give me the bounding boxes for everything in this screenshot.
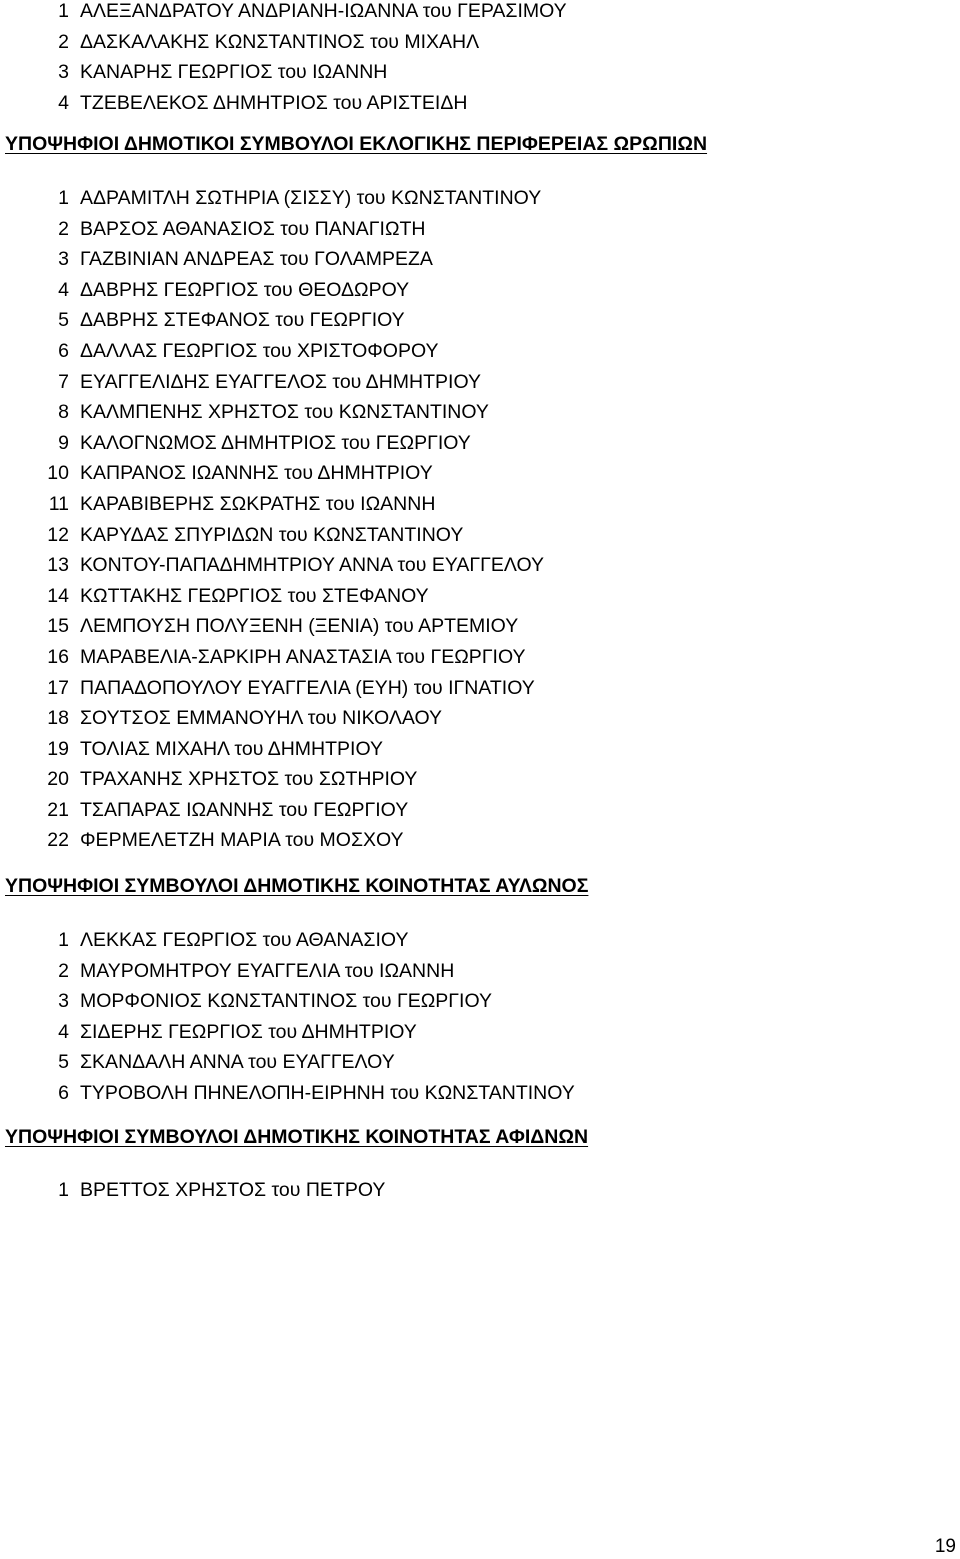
entry-number: 1 — [58, 0, 69, 22]
list-item — [0, 520, 960, 551]
list-item — [0, 88, 960, 119]
list-item — [0, 27, 960, 58]
candidate-name: ΓΑΖΒΙΝΙΑΝ ΑΝΔΡΕΑΣ του ΓΟΛΑΜΡΕΖΑ — [80, 248, 433, 271]
list-item — [0, 214, 960, 245]
entry-number: 4 — [58, 91, 69, 114]
section-heading-oropion: ΥΠΟΨΗΦΙΟΙ ΔΗΜΟΤΙΚΟΙ ΣΥΜΒΟΥΛΟΙ ΕΚΛΟΓΙΚΗΣ ΠΕΡΙΦΕΡΕΙΑΣ ΩΡΩΠΙΩΝ — [5, 133, 708, 155]
candidate-name: ΑΔΡΑΜΙΤΛΗ ΣΩΤΗΡΙΑ (ΣΙΣΣΥ) του ΚΩΝΣΤΑΝΤΙΝΟΥ — [80, 187, 542, 209]
candidate-name: ΠΑΠΑΔΟΠΟΥΛΟΥ ΕΥΑΓΓΕΛΙΑ (ΕΥΗ) του ΙΓΝΑΤΙΟΥ — [80, 676, 535, 699]
entry-number: 16 — [47, 645, 69, 668]
entry-number: 3 — [58, 990, 69, 1013]
list-item — [0, 1175, 960, 1206]
entry-number: 2 — [58, 959, 69, 982]
entry-number: 18 — [47, 707, 69, 730]
list-item — [0, 986, 960, 1017]
list-item — [0, 57, 960, 88]
list-item — [0, 1047, 960, 1078]
entry-number: 21 — [47, 798, 69, 821]
candidate-name: ΚΑΛΟΓΝΩΜΟΣ ΔΗΜΗΤΡΙΟΣ του ΓΕΩΡΓΙΟΥ — [80, 431, 471, 454]
entry-number: 2 — [58, 30, 69, 53]
candidate-name: ΤΖΕΒΕΛΕΚΟΣ ΔΗΜΗΤΡΙΟΣ του ΑΡΙΣΤΕΙΔΗ — [80, 91, 468, 114]
entry-number: 12 — [47, 523, 69, 546]
candidate-name: ΚΑΛΜΠΕΝΗΣ ΧΡΗΣΤΟΣ του ΚΩΝΣΤΑΝΤΙΝΟΥ — [80, 401, 489, 424]
candidate-name: ΚΑΡΥΔΑΣ ΣΠΥΡΙΔΩΝ του ΚΩΝΣΤΑΝΤΙΝΟΥ — [80, 523, 464, 546]
entry-number: 1 — [58, 1179, 69, 1201]
candidate-list-oropion — [0, 183, 960, 856]
entry-number: 6 — [58, 339, 69, 362]
candidate-name: ΒΑΡΣΟΣ ΑΘΑΝΑΣΙΟΣ του ΠΑΝΑΓΙΩΤΗ — [80, 217, 426, 240]
candidate-name: ΔΑΣΚΑΛΑΚΗΣ ΚΩΝΣΤΑΝΤΙΝΟΣ του ΜΙΧΑΗΛ — [80, 30, 480, 53]
list-item — [0, 795, 960, 826]
candidate-name: ΤΡΑΧΑΝΗΣ ΧΡΗΣΤΟΣ του ΣΩΤΗΡΙΟΥ — [80, 768, 418, 791]
entry-number: 9 — [58, 431, 69, 454]
candidate-name: ΚΑΠΡΑΝΟΣ ΙΩΑΝΝΗΣ του ΔΗΜΗΤΡΙΟΥ — [80, 462, 433, 485]
list-item — [0, 642, 960, 673]
entry-number: 20 — [47, 768, 69, 791]
candidate-name: ΣΚΑΝΔΑΛΗ ΑΝΝΑ του ΕΥΑΓΓΕΛΟΥ — [80, 1051, 395, 1074]
list-item — [0, 489, 960, 520]
entry-number: 4 — [58, 1020, 69, 1043]
entry-number: 10 — [47, 462, 69, 485]
candidate-name: ΕΥΑΓΓΕΛΙΔΗΣ ΕΥΑΓΓΕΛΟΣ του ΔΗΜΗΤΡΙΟΥ — [80, 370, 481, 393]
entry-number: 3 — [58, 248, 69, 271]
entry-number: 22 — [47, 829, 69, 852]
candidate-name: ΚΩΤΤΑΚΗΣ ΓΕΩΡΓΙΟΣ του ΣΤΕΦΑΝΟΥ — [80, 584, 429, 607]
candidate-list-afidnon — [0, 1175, 960, 1206]
candidate-name: ΜΑΡΑΒΕΛΙΑ-ΣΑΡΚΙΡΗ ΑΝΑΣΤΑΣΙΑ του ΓΕΩΡΓΙΟΥ — [80, 645, 526, 668]
list-item — [0, 825, 960, 856]
entry-number: 1 — [58, 187, 69, 209]
entry-number: 6 — [58, 1081, 69, 1104]
list-item — [0, 611, 960, 642]
candidate-name: ΚΑΝΑΡΗΣ ΓΕΩΡΓΙΟΣ του ΙΩΑΝΝΗ — [80, 61, 388, 84]
list-item — [0, 397, 960, 428]
entry-number: 5 — [58, 1051, 69, 1074]
candidate-name: ΚΟΝΤΟΥ-ΠΑΠΑΔΗΜΗΤΡΙΟΥ ΑΝΝΑ του ΕΥΑΓΓΕΛΟΥ — [80, 554, 545, 577]
list-item — [0, 1017, 960, 1048]
list-item — [0, 305, 960, 336]
list-item — [0, 336, 960, 367]
candidate-name: ΦΕΡΜΕΛΕΤΖΗ ΜΑΡΙΑ του ΜΟΣΧΟΥ — [80, 829, 404, 852]
candidate-name: ΔΑΛΛΑΣ ΓΕΩΡΓΙΟΣ του ΧΡΙΣΤΟΦΟΡΟΥ — [80, 339, 439, 362]
entry-number: 7 — [58, 370, 69, 393]
list-item — [0, 0, 960, 27]
candidate-name: ΣΟΥΤΣΟΣ ΕΜΜΑΝΟΥΗΛ του ΝΙΚΟΛΑΟΥ — [80, 707, 443, 730]
candidate-name: ΜΟΡΦΟΝΙΟΣ ΚΩΝΣΤΑΝΤΙΝΟΣ του ΓΕΩΡΓΙΟΥ — [80, 990, 492, 1013]
candidate-name: ΑΛΕΞΑΝΔΡΑΤΟΥ ΑΝΔΡΙΑΝΗ-ΙΩΑΝΝΑ του ΓΕΡΑΣΙΜΟΥ — [80, 0, 567, 22]
entry-number: 19 — [47, 737, 69, 760]
list-item — [0, 275, 960, 306]
entry-number: 8 — [58, 401, 69, 424]
entry-number: 17 — [47, 676, 69, 699]
candidate-name: ΛΕΚΚΑΣ ΓΕΩΡΓΙΟΣ του ΑΘΑΝΑΣΙΟΥ — [80, 929, 409, 951]
candidate-list-avlonos — [0, 925, 960, 1109]
candidate-name: ΔΑΒΡΗΣ ΓΕΩΡΓΙΟΣ του ΘΕΟΔΩΡΟΥ — [80, 278, 410, 301]
candidate-name: ΚΑΡΑΒΙΒΕΡΗΣ ΣΩΚΡΑΤΗΣ του ΙΩΑΝΝΗ — [80, 492, 436, 515]
list-item — [0, 1078, 960, 1109]
list-item — [0, 581, 960, 612]
entry-number: 4 — [58, 278, 69, 301]
candidate-name: ΣΙΔΕΡΗΣ ΓΕΩΡΓΙΟΣ του ΔΗΜΗΤΡΙΟΥ — [80, 1020, 417, 1043]
entry-number: 3 — [58, 61, 69, 84]
section-heading-afidnon: ΥΠΟΨΗΦΙΟΙ ΣΥΜΒΟΥΛΟΙ ΔΗΜΟΤΙΚΗΣ ΚΟΙΝΟΤΗΤΑΣ ΑΦΙΔΝΩΝ — [5, 1126, 589, 1148]
list-item — [0, 956, 960, 987]
list-item — [0, 703, 960, 734]
entry-number: 13 — [47, 554, 69, 577]
candidate-name: ΤΟΛΙΑΣ ΜΙΧΑΗΛ του ΔΗΜΗΤΡΙΟΥ — [80, 737, 384, 760]
page-number: 19 — [934, 1536, 956, 1557]
candidate-list-top — [0, 0, 960, 118]
list-item — [0, 183, 960, 214]
list-item — [0, 244, 960, 275]
list-item — [0, 673, 960, 704]
entry-number: 11 — [48, 492, 69, 515]
list-item — [0, 458, 960, 489]
list-item — [0, 367, 960, 398]
candidate-name: ΤΣΑΠΑΡΑΣ ΙΩΑΝΝΗΣ του ΓΕΩΡΓΙΟΥ — [80, 798, 409, 821]
list-item — [0, 550, 960, 581]
list-item — [0, 925, 960, 956]
candidate-name: ΜΑΥΡΟΜΗΤΡΟΥ ΕΥΑΓΓΕΛΙΑ του ΙΩΑΝΝΗ — [80, 959, 455, 982]
entry-number: 5 — [58, 309, 69, 332]
entry-number: 2 — [58, 217, 69, 240]
section-heading-avlonos: ΥΠΟΨΗΦΙΟΙ ΣΥΜΒΟΥΛΟΙ ΔΗΜΟΤΙΚΗΣ ΚΟΙΝΟΤΗΤΑΣ ΑΥΛΩΝΟΣ — [5, 875, 589, 897]
entry-number: 1 — [58, 929, 69, 951]
candidate-name: ΒΡΕΤΤΟΣ ΧΡΗΣΤΟΣ του ΠΕΤΡΟΥ — [80, 1179, 386, 1201]
list-item — [0, 734, 960, 765]
candidate-name: ΤΥΡΟΒΟΛΗ ΠΗΝΕΛΟΠΗ-ΕΙΡΗΝΗ του ΚΩΝΣΤΑΝΤΙΝΟΥ — [80, 1081, 575, 1104]
list-item — [0, 428, 960, 459]
list-item — [0, 764, 960, 795]
candidate-name: ΛΕΜΠΟΥΣΗ ΠΟΛΥΞΕΝΗ (ΞΕΝΙΑ) του ΑΡΤΕΜΙΟΥ — [80, 615, 519, 638]
entry-number: 15 — [47, 615, 69, 638]
entry-number: 14 — [47, 584, 69, 607]
candidate-name: ΔΑΒΡΗΣ ΣΤΕΦΑΝΟΣ του ΓΕΩΡΓΙΟΥ — [80, 309, 405, 332]
